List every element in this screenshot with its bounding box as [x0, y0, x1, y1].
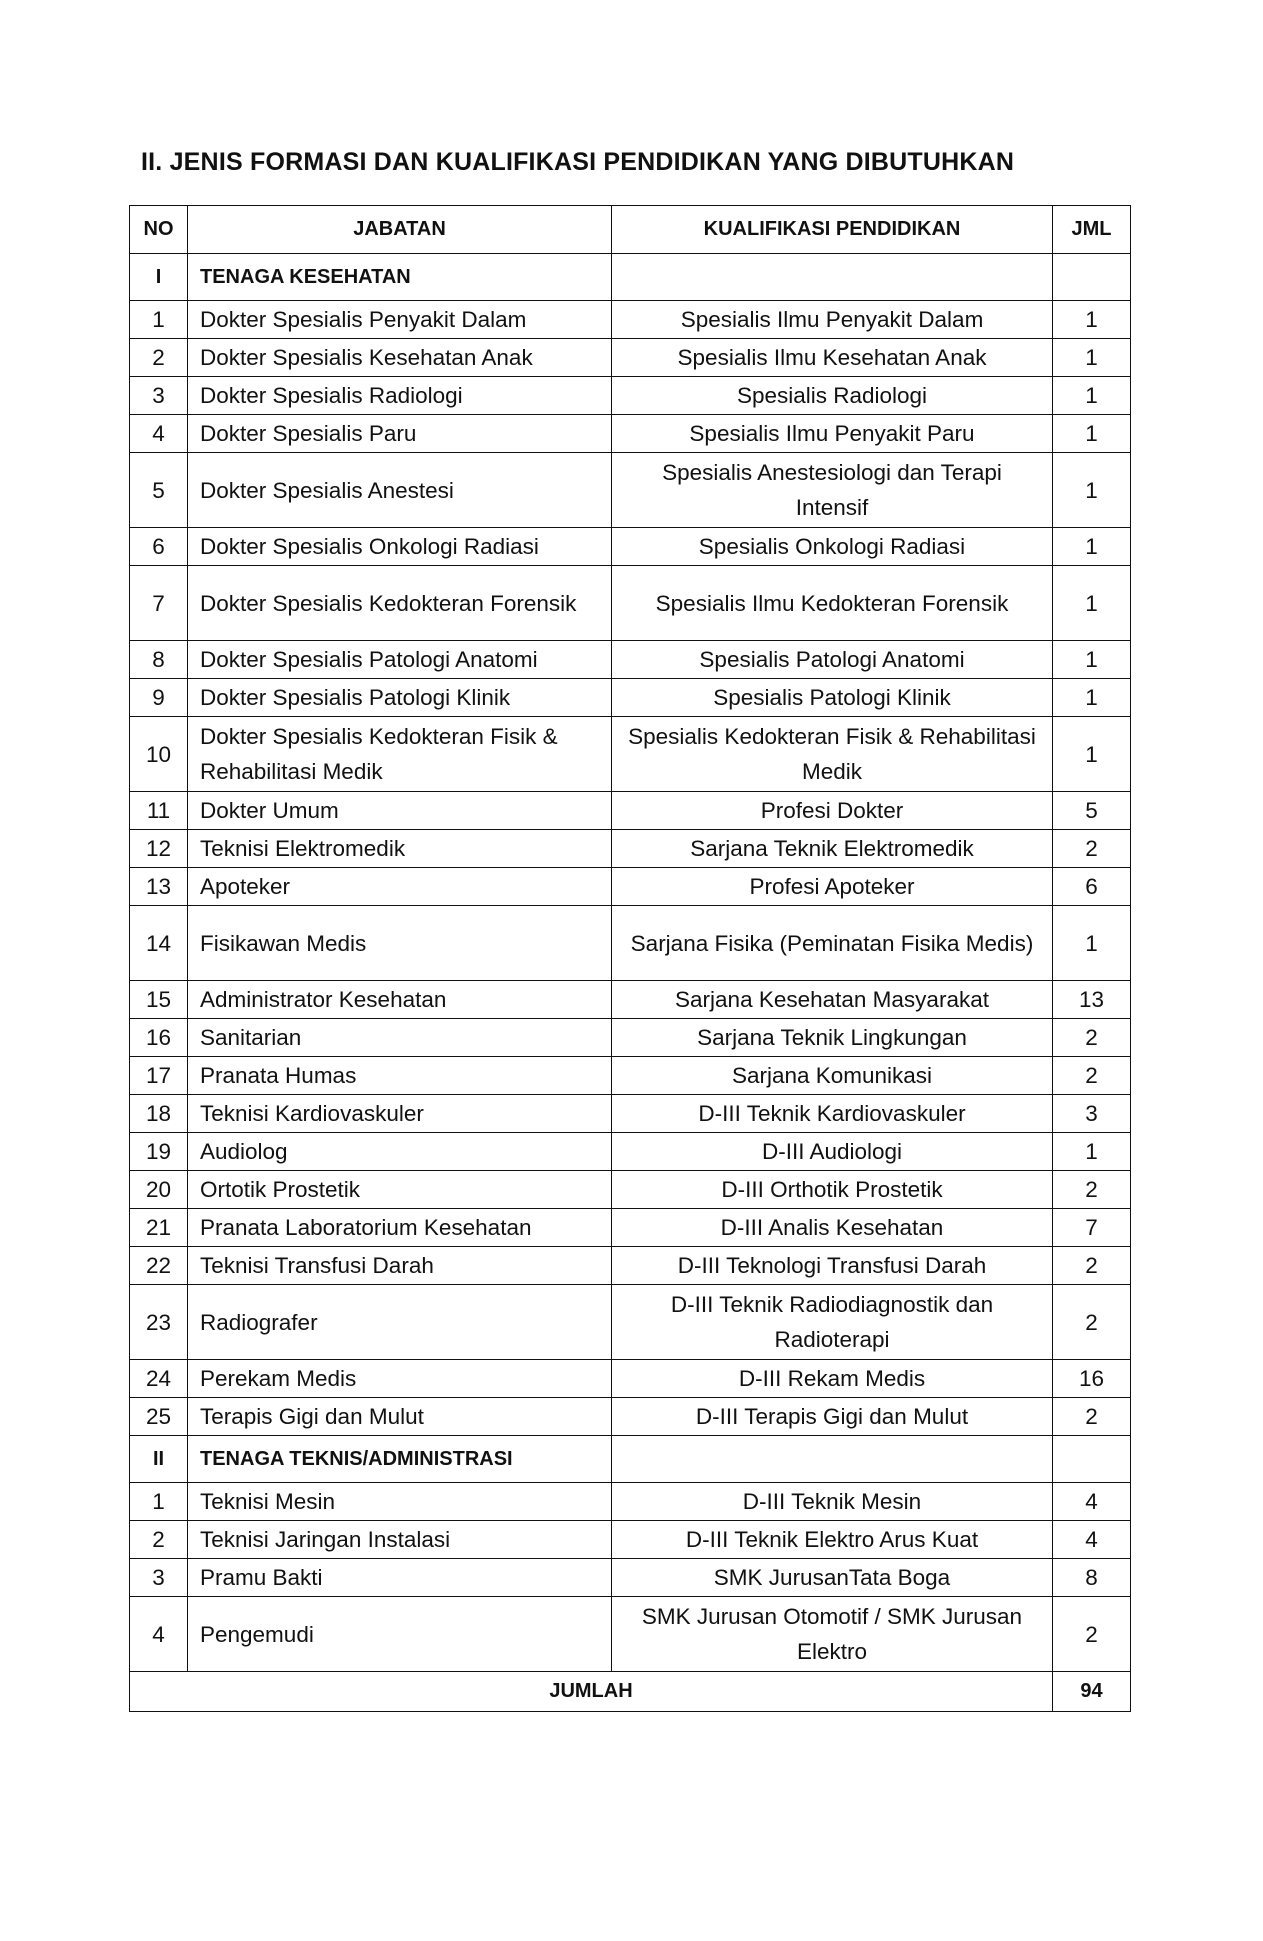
jml-cell: 1 — [1053, 377, 1131, 415]
row-number: 25 — [130, 1398, 188, 1436]
row-number: 21 — [130, 1209, 188, 1247]
kualifikasi-cell: Sarjana Teknik Lingkungan — [612, 1019, 1053, 1057]
section-number: II — [130, 1436, 188, 1483]
kualifikasi-cell: Spesialis Kedokteran Fisik & Rehabilitasi Medik — [612, 717, 1053, 792]
jml-cell: 1 — [1053, 566, 1131, 641]
page-title: II. JENIS FORMASI DAN KUALIFIKASI PENDIDIKAN YANG DIBUTUHKAN — [141, 148, 1015, 176]
jabatan-cell: Teknisi Kardiovaskuler — [188, 1095, 612, 1133]
section-title: TENAGA KESEHATAN — [188, 254, 612, 301]
jabatan-cell: Dokter Umum — [188, 792, 612, 830]
table-row — [130, 1521, 1131, 1559]
total-row — [130, 1672, 1131, 1712]
jml-cell: 7 — [1053, 1209, 1131, 1247]
row-number: 15 — [130, 981, 188, 1019]
jabatan-cell: Administrator Kesehatan — [188, 981, 612, 1019]
jabatan-cell: Dokter Spesialis Radiologi — [188, 377, 612, 415]
row-number: 17 — [130, 1057, 188, 1095]
section-empty-cell — [612, 1436, 1053, 1483]
jabatan-cell: Dokter Spesialis Penyakit Dalam — [188, 301, 612, 339]
header-jml: JML — [1053, 206, 1131, 254]
kualifikasi-cell: SMK Jurusan Otomotif / SMK Jurusan Elektro — [612, 1597, 1053, 1672]
kualifikasi-cell: D-III Teknik Elektro Arus Kuat — [612, 1521, 1053, 1559]
jml-cell: 2 — [1053, 1398, 1131, 1436]
jabatan-cell: Pranata Humas — [188, 1057, 612, 1095]
kualifikasi-cell: D-III Rekam Medis — [612, 1360, 1053, 1398]
jabatan-cell: Terapis Gigi dan Mulut — [188, 1398, 612, 1436]
jml-cell: 4 — [1053, 1483, 1131, 1521]
total-value: 94 — [1053, 1672, 1131, 1712]
jabatan-cell: Ortotik Prostetik — [188, 1171, 612, 1209]
header-no: NO — [130, 206, 188, 254]
table-row — [130, 906, 1131, 981]
kualifikasi-cell: Sarjana Teknik Elektromedik — [612, 830, 1053, 868]
kualifikasi-cell: Spesialis Ilmu Penyakit Paru — [612, 415, 1053, 453]
table-row — [130, 566, 1131, 641]
row-number: 23 — [130, 1285, 188, 1360]
row-number: 4 — [130, 1597, 188, 1672]
table-row — [130, 868, 1131, 906]
section-empty-cell — [612, 254, 1053, 301]
jabatan-cell: Pranata Laboratorium Kesehatan — [188, 1209, 612, 1247]
row-number: 1 — [130, 301, 188, 339]
row-number: 14 — [130, 906, 188, 981]
table-row — [130, 1095, 1131, 1133]
jml-cell: 2 — [1053, 1171, 1131, 1209]
table-row — [130, 415, 1131, 453]
table-row — [130, 453, 1131, 528]
jabatan-cell: Apoteker — [188, 868, 612, 906]
row-number: 7 — [130, 566, 188, 641]
row-number: 20 — [130, 1171, 188, 1209]
table-row — [130, 1398, 1131, 1436]
jabatan-cell: Pengemudi — [188, 1597, 612, 1672]
jml-cell: 2 — [1053, 1247, 1131, 1285]
jabatan-cell: Pramu Bakti — [188, 1559, 612, 1597]
kualifikasi-cell: SMK JurusanTata Boga — [612, 1559, 1053, 1597]
table-row — [130, 377, 1131, 415]
table-row — [130, 1559, 1131, 1597]
jabatan-cell: Perekam Medis — [188, 1360, 612, 1398]
jml-cell: 4 — [1053, 1521, 1131, 1559]
row-number: 2 — [130, 339, 188, 377]
jabatan-cell: Fisikawan Medis — [188, 906, 612, 981]
row-number: 2 — [130, 1521, 188, 1559]
row-number: 3 — [130, 377, 188, 415]
row-number: 24 — [130, 1360, 188, 1398]
table-row — [130, 1360, 1131, 1398]
table-row — [130, 1057, 1131, 1095]
total-label: JUMLAH — [130, 1672, 1053, 1712]
row-number: 22 — [130, 1247, 188, 1285]
kualifikasi-cell: Spesialis Ilmu Kedokteran Forensik — [612, 566, 1053, 641]
section-empty-cell — [1053, 1436, 1131, 1483]
section-row — [130, 1436, 1131, 1483]
jabatan-cell: Radiografer — [188, 1285, 612, 1360]
jml-cell: 3 — [1053, 1095, 1131, 1133]
row-number: 13 — [130, 868, 188, 906]
table-row — [130, 717, 1131, 792]
jml-cell: 1 — [1053, 415, 1131, 453]
jabatan-cell: Dokter Spesialis Onkologi Radiasi — [188, 528, 612, 566]
jml-cell: 2 — [1053, 1057, 1131, 1095]
jml-cell: 16 — [1053, 1360, 1131, 1398]
row-number: 10 — [130, 717, 188, 792]
kualifikasi-cell: Spesialis Patologi Klinik — [612, 679, 1053, 717]
jml-cell: 6 — [1053, 868, 1131, 906]
header-kualifikasi: KUALIFIKASI PENDIDIKAN — [612, 206, 1053, 254]
jml-cell: 2 — [1053, 1597, 1131, 1672]
kualifikasi-cell: Spesialis Ilmu Kesehatan Anak — [612, 339, 1053, 377]
row-number: 16 — [130, 1019, 188, 1057]
kualifikasi-cell: D-III Teknologi Transfusi Darah — [612, 1247, 1053, 1285]
section-title: TENAGA TEKNIS/ADMINISTRASI — [188, 1436, 612, 1483]
row-number: 5 — [130, 453, 188, 528]
table-row — [130, 1483, 1131, 1521]
jabatan-cell: Dokter Spesialis Kesehatan Anak — [188, 339, 612, 377]
jml-cell: 5 — [1053, 792, 1131, 830]
jabatan-cell: Sanitarian — [188, 1019, 612, 1057]
kualifikasi-cell: D-III Teknik Kardiovaskuler — [612, 1095, 1053, 1133]
table-header-row — [130, 206, 1131, 254]
kualifikasi-cell: Profesi Dokter — [612, 792, 1053, 830]
jabatan-cell: Teknisi Mesin — [188, 1483, 612, 1521]
kualifikasi-cell: D-III Audiologi — [612, 1133, 1053, 1171]
row-number: 19 — [130, 1133, 188, 1171]
kualifikasi-cell: Sarjana Kesehatan Masyarakat — [612, 981, 1053, 1019]
kualifikasi-cell: D-III Teknik Radiodiagnostik dan Radioterapi — [612, 1285, 1053, 1360]
formasi-table — [129, 205, 1131, 1712]
row-number: 3 — [130, 1559, 188, 1597]
jml-cell: 1 — [1053, 301, 1131, 339]
table-row — [130, 830, 1131, 868]
table-row — [130, 981, 1131, 1019]
jabatan-cell: Dokter Spesialis Kedokteran Fisik & Rehabilitasi Medik — [188, 717, 612, 792]
kualifikasi-cell: Spesialis Patologi Anatomi — [612, 641, 1053, 679]
section-row — [130, 254, 1131, 301]
table-row — [130, 792, 1131, 830]
table-row — [130, 1133, 1131, 1171]
row-number: 18 — [130, 1095, 188, 1133]
jml-cell: 1 — [1053, 339, 1131, 377]
row-number: 1 — [130, 1483, 188, 1521]
jabatan-cell: Dokter Spesialis Anestesi — [188, 453, 612, 528]
jml-cell: 8 — [1053, 1559, 1131, 1597]
kualifikasi-cell: Spesialis Onkologi Radiasi — [612, 528, 1053, 566]
section-number: I — [130, 254, 188, 301]
jabatan-cell: Dokter Spesialis Patologi Klinik — [188, 679, 612, 717]
kualifikasi-cell: Spesialis Ilmu Penyakit Dalam — [612, 301, 1053, 339]
jabatan-cell: Dokter Spesialis Patologi Anatomi — [188, 641, 612, 679]
kualifikasi-cell: Profesi Apoteker — [612, 868, 1053, 906]
jml-cell: 1 — [1053, 679, 1131, 717]
row-number: 12 — [130, 830, 188, 868]
jml-cell: 1 — [1053, 453, 1131, 528]
table-row — [130, 301, 1131, 339]
table-row — [130, 679, 1131, 717]
kualifikasi-cell: D-III Orthotik Prostetik — [612, 1171, 1053, 1209]
table-row — [130, 1019, 1131, 1057]
jabatan-cell: Audiolog — [188, 1133, 612, 1171]
row-number: 11 — [130, 792, 188, 830]
kualifikasi-cell: Sarjana Komunikasi — [612, 1057, 1053, 1095]
jml-cell: 13 — [1053, 981, 1131, 1019]
row-number: 6 — [130, 528, 188, 566]
jabatan-cell: Teknisi Elektromedik — [188, 830, 612, 868]
jml-cell: 1 — [1053, 1133, 1131, 1171]
row-number: 9 — [130, 679, 188, 717]
table-row — [130, 528, 1131, 566]
jabatan-cell: Teknisi Transfusi Darah — [188, 1247, 612, 1285]
jml-cell: 1 — [1053, 641, 1131, 679]
jml-cell: 2 — [1053, 1285, 1131, 1360]
table-row — [130, 641, 1131, 679]
row-number: 4 — [130, 415, 188, 453]
table-row — [130, 339, 1131, 377]
kualifikasi-cell: Sarjana Fisika (Peminatan Fisika Medis) — [612, 906, 1053, 981]
kualifikasi-cell: D-III Teknik Mesin — [612, 1483, 1053, 1521]
kualifikasi-cell: D-III Terapis Gigi dan Mulut — [612, 1398, 1053, 1436]
jml-cell: 1 — [1053, 906, 1131, 981]
kualifikasi-cell: Spesialis Radiologi — [612, 377, 1053, 415]
section-empty-cell — [1053, 254, 1131, 301]
jml-cell: 1 — [1053, 717, 1131, 792]
kualifikasi-cell: D-III Analis Kesehatan — [612, 1209, 1053, 1247]
row-number: 8 — [130, 641, 188, 679]
jml-cell: 2 — [1053, 830, 1131, 868]
table-row — [130, 1285, 1131, 1360]
table-body — [130, 206, 1131, 1712]
jabatan-cell: Teknisi Jaringan Instalasi — [188, 1521, 612, 1559]
table-row — [130, 1597, 1131, 1672]
jabatan-cell: Dokter Spesialis Kedokteran Forensik — [188, 566, 612, 641]
table-row — [130, 1247, 1131, 1285]
table-row — [130, 1171, 1131, 1209]
header-jabatan: JABATAN — [188, 206, 612, 254]
jml-cell: 1 — [1053, 528, 1131, 566]
table-row — [130, 1209, 1131, 1247]
jml-cell: 2 — [1053, 1019, 1131, 1057]
jabatan-cell: Dokter Spesialis Paru — [188, 415, 612, 453]
kualifikasi-cell: Spesialis Anestesiologi dan Terapi Intensif — [612, 453, 1053, 528]
